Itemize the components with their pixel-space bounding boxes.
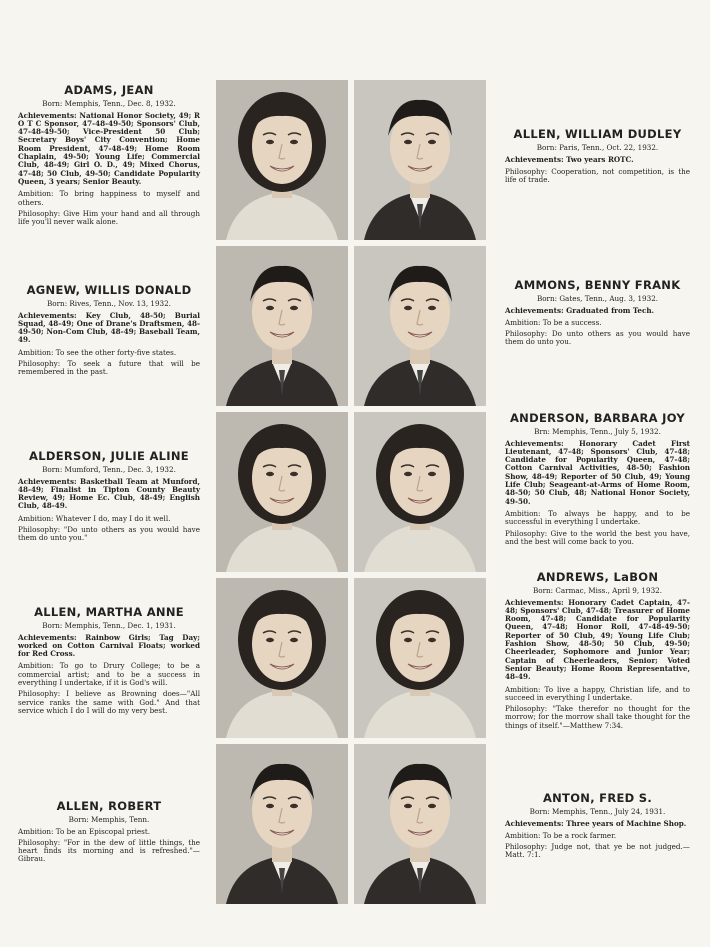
birth-info: Born: Memphis, Tenn., Dec. 8, 1932. [42,99,176,109]
birth-info: Born: Paris, Tenn., Oct. 22, 1932. [536,143,659,153]
achievements: Achievements: Two years ROTC. [505,154,634,164]
entry-andrews-labon [505,570,690,733]
entry-anton-fred [505,791,690,863]
birth-info: Brn: Memphis, Tenn., July 5, 1932. [534,427,661,437]
portrait-allen-martha [216,578,348,738]
ambition: Ambition: To live a happy, Christian life, and to succeed in everything I undertake. [505,684,690,702]
achievements: Achievements: National Honor Society, 49; R O T C Sponsor, 47-48-49-50; Sponsors' Club, 47-48-49-50; Vice-President 50 Club; Secretary Boys' City Convention; Home Room President, 47-48-49; Home Room Chaplain, 49-50; Young Life; Commercial Club, 48-49; Girl O. D., 49; Mixed Chorus, 47-48; 50 Club, 49-50; Candidate Popularity Queen, 3 years; Senior Beauty. [18,110,200,186]
portrait-allen-william [354,80,486,240]
birth-info: Born: Carmac, Miss., April 9, 1932. [532,586,662,596]
achievements: Achievements: Graduated from Tech. [505,305,655,315]
philosophy: Philosophy: I believe as Browning does—"All service ranks the same with God." And that service which I do I will do my very best. [18,689,200,715]
ambition: Ambition: To be a success. [505,317,602,327]
ambition: Ambition: To be a rock farmer. [505,830,617,840]
ambition: Ambition: To be an Episcopal priest. [18,826,151,836]
portrait-agnew-willis [216,246,348,406]
student-name: ANTON, FRED S. [542,791,653,805]
birth-info: Born: Memphis, Tenn., Dec. 1, 1931. [42,621,176,631]
philosophy: Philosophy: Give to the world the best you have, and the best will come back to you. [505,528,690,546]
entry-agnew-willis [18,283,200,380]
student-name: ANDREWS, LaBON [536,570,659,584]
ambition: Ambition: Whatever I do, may I do it well. [18,513,171,523]
portrait-anderson-barbara [354,412,486,572]
philosophy: Philosophy: "Do unto others as you would have them do unto you." [18,525,200,543]
portrait-allen-robert [216,744,348,904]
entry-allen-martha [18,605,200,718]
ambition: Ambition: To go to Drury College; to be a commercial artist; and to be a success in everything I undertake, if it is God's will. [18,661,200,688]
portrait-anton-fred [354,744,486,904]
entry-alderson-julie [18,449,200,546]
achievements: Achievements: Honorary Cadet First Lieutenant, 47-48; Sponsors' Club, 47-48; Candidate for Popularity Queen, 47-48; Cotton Carnival Activities, 48-50; Fashion Show, 48-49; Reporter of 50 Club, 49; Young Life Club; Seageant-at-Arms of Home Room, 48-50; 50 Club, 48; National Honor Society, 49-50. [505,438,690,506]
ambition: Ambition: To bring happiness to myself and others. [18,189,200,207]
entry-anderson-barbara [505,411,690,549]
entry-allen-robert [18,799,200,867]
student-name: ALLEN, MARTHA ANNE [34,605,184,619]
student-name: AGNEW, WILLIS DONALD [26,283,192,297]
entry-adams-jean [18,83,200,229]
student-name: ADAMS, JEAN [64,83,154,97]
portrait-ammons-benny [354,246,486,406]
achievements: Achievements: Rainbow Girls; Tag Day; worked on Cotton Carnival Floats; worked for Red Cross. [18,632,200,659]
birth-info: Born: Rives, Tenn., Nov. 13, 1932. [47,299,171,309]
portrait-andrews-labon [354,578,486,738]
philosophy: Philosophy: "For in the dew of little things, the heart finds its morning and is refreshed."—Gibrau. [18,837,200,864]
birth-info: Born: Mumford, Tenn., Dec. 3, 1932. [42,465,176,475]
portrait-alderson-julie [216,412,348,572]
philosophy: Philosophy: Give Him your hand and all through life you'll never walk alone. [18,208,200,227]
achievements: Achievements: Honorary Cadet Captain, 47-48; Sponsors' Club, 47-48; Treasurer of Home Room, 47-48; Candidate for Popularity Queen, 47-48; Honor Roll, 47-48-49-50; Reporter of 50 Club, 49; Young Life Club; Fashion Show, 48-50; 50 Club, 49-50; Cheerleader, Sophomore and Junior Year; Captain of Cheerleaders, Senior; Voted Senior Beauty; Home Room Representative, 48-49. [505,597,690,682]
ambition: Ambition: To always be happy, and to be successful in everything I undertake. [505,508,690,527]
portrait-adams-jean [216,80,348,240]
student-name: ALLEN, WILLIAM DUDLEY [513,127,682,141]
entry-ammons-benny [505,278,690,350]
philosophy: Philosophy: To seek a future that will be remembered in the past. [18,359,200,377]
birth-info: Born: Gates, Tenn., Aug. 3, 1932. [536,294,659,304]
student-name: AMMONS, BENNY FRANK [514,278,681,292]
birth-info: Born: Memphis, Tenn., July 24, 1931. [529,807,666,817]
student-name: ALDERSON, JULIE ALINE [29,449,189,463]
ambition: Ambition: To see the other forty-five states. [18,347,177,357]
philosophy: Philosophy: Judge not, that ye be not judged.—Matt. 7:1. [505,842,690,860]
achievements: Achievements: Basketball Team at Munford, 48-49; Finalist in Tipton County Beauty Review, 49; Home Ec. Club, 48-49; English Club, 48-49. [18,476,200,511]
birth-info: Born: Memphis, Tenn. [68,815,150,825]
achievements: Achievements: Key Club, 48-50; Burial Squad, 48-49; One of Drane's Draftsmen, 48-49-50; Non-Com Club, 48-49; Baseball Team, 49. [18,310,200,345]
philosophy: Philosophy: "Take therefor no thought for the morrow; for the morrow shall take thought for the things of itself."—Matthew 7:34. [505,704,690,730]
entry-allen-william [505,127,690,187]
philosophy: Philosophy: Cooperation, not competition, is the life of trade. [505,166,690,185]
student-name: ANDERSON, BARBARA JOY [509,411,686,425]
student-name: ALLEN, ROBERT [56,799,162,813]
philosophy: Philosophy: Do unto others as you would have them do unto you. [505,329,690,347]
achievements: Achievements: Three years of Machine Shop. [505,818,687,828]
